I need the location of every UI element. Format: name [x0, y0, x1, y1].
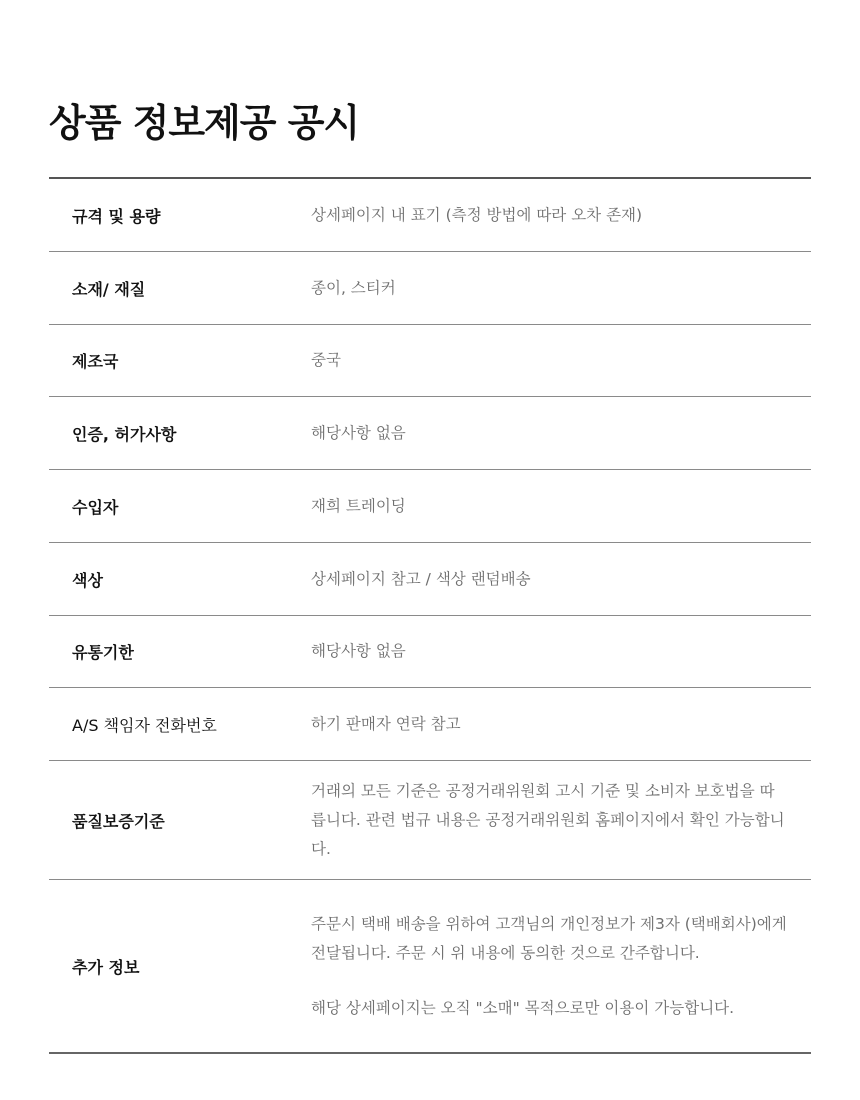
row-label: 추가 정보: [72, 957, 140, 977]
row-label: 수입자: [72, 497, 119, 517]
row-value: 하기 판매자 연락 참고: [311, 714, 461, 733]
row-label: 규격 및 용량: [72, 206, 161, 226]
table-row: [49, 325, 811, 397]
row-value: 해당사항 없음: [311, 642, 406, 660]
row-value: 해당사항 없음: [311, 423, 406, 442]
row-label: 품질보증기준: [72, 811, 165, 831]
row-label: A/S 책임자 전화번호: [72, 715, 217, 735]
table-row: [49, 543, 811, 616]
table-row: [49, 761, 811, 880]
row-label: 유통기한: [72, 643, 134, 662]
table-row: [49, 880, 811, 1054]
row-value: [311, 910, 811, 1023]
table-row: [49, 470, 811, 543]
row-value: 재희 트레이딩: [311, 496, 406, 515]
table-row: [49, 252, 811, 325]
row-label: 소재/ 재질: [72, 279, 146, 299]
row-value: 중국: [311, 351, 341, 369]
row-value: 상세페이지 참고 / 색상 랜덤배송: [311, 569, 531, 588]
page-title: 상품 정보제공 공시: [49, 101, 360, 145]
row-value: 상세페이지 내 표기 (측정 방법에 따라 오차 존재): [311, 205, 643, 224]
row-value-paragraph: 주문시 택배 배송을 위하여 고객님의 개인정보가 제3자 (택배회사)에게 전달됩니다. 주문 시 위 내용에 동의한 것으로 간주합니다.: [311, 914, 787, 962]
table-row: [49, 616, 811, 688]
table-row: [49, 397, 811, 470]
product-info-table: [49, 177, 811, 1054]
row-label: 제조국: [72, 352, 119, 371]
table-row: [49, 179, 811, 252]
row-value-paragraph: 해당 상세페이지는 오직 "소매" 목적으로만 이용이 가능합니다.: [311, 998, 735, 1017]
table-row: [49, 688, 811, 761]
row-label: 색상: [72, 570, 103, 590]
row-value: 거래의 모든 기준은 공정거래위원회 고시 기준 및 소비자 보호법을 따릅니다. 관련 법규 내용은 공정거래위원회 홈페이지에서 확인 가능합니다.: [311, 781, 785, 858]
row-value: 종이, 스티커: [311, 278, 396, 297]
row-label: 인증, 허가사항: [72, 424, 177, 444]
